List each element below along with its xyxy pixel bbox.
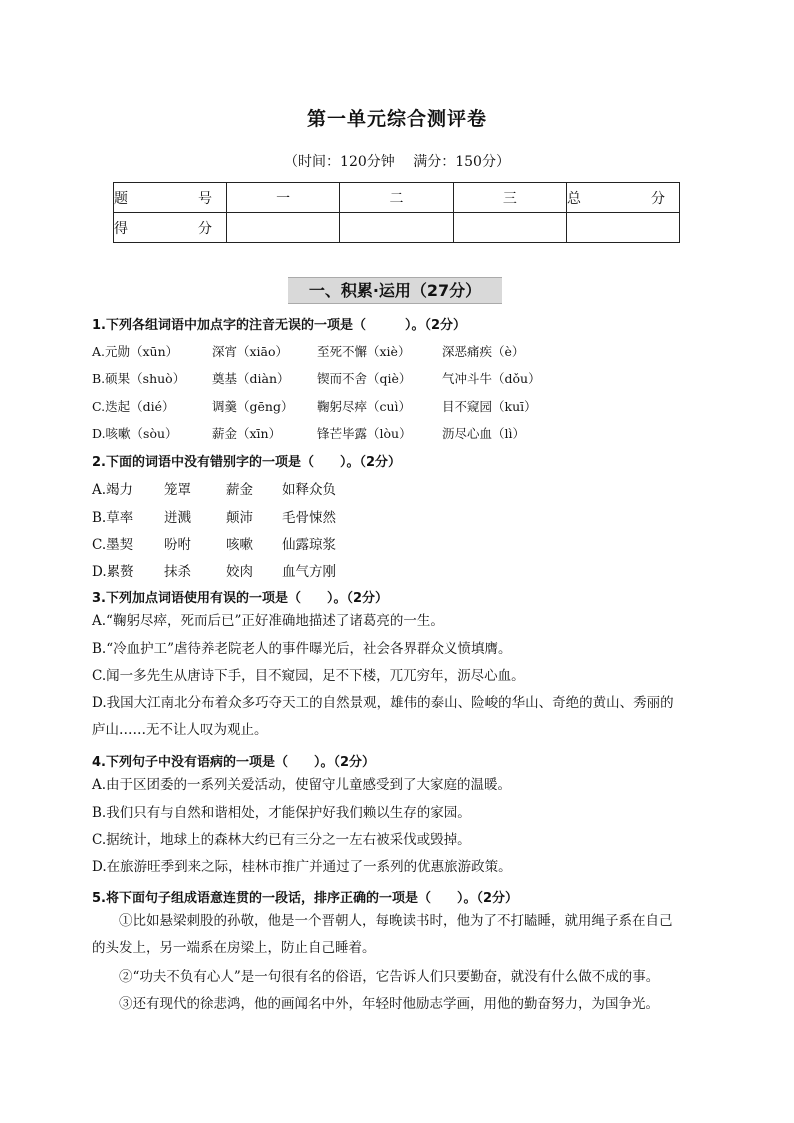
- question-3-option-d-continued: 庐山……无不让人叹为观止。: [92, 722, 268, 738]
- score-cell-blank[interactable]: [340, 213, 453, 243]
- score-table-score-row: [114, 213, 680, 243]
- option-term: 至死不懈（xiè）: [317, 344, 411, 359]
- question-4-option-d: D.在旅游旺季到来之际，桂林市推广并通过了一系列的优惠旅游政策。: [92, 859, 512, 875]
- option-term: B.硕果（shuò）: [92, 371, 186, 386]
- score-cell-blank[interactable]: [227, 213, 340, 243]
- question-5-sentence-1: ①比如悬梁刺股的孙敬，他是一个晋朝人，每晚读书时，他为了不打瞌睡，就用绳子系在自己: [119, 913, 673, 929]
- option-term: A.元勋（xūn）: [92, 344, 179, 359]
- score-cell-blank[interactable]: [453, 213, 566, 243]
- option-term: D.咳嗽（sòu）: [92, 426, 178, 441]
- page-title: 第一单元综合测评卷: [306, 108, 487, 130]
- option-term: 鞠躬尽瘁（cuì）: [317, 399, 412, 414]
- option-term: 气冲斗牛（dǒu）: [442, 371, 541, 386]
- score-row-label: 得 分: [114, 213, 227, 243]
- option-term: 笼罩: [164, 482, 191, 498]
- option-term: 咳嗽: [226, 537, 253, 553]
- question-2-option-b: [92, 506, 336, 526]
- question-1-stem: 1.下列各组词语中加点字的注音无误的一项是（ ）。（2分）: [92, 318, 467, 333]
- option-term: 奠基（diàn）: [212, 371, 290, 386]
- score-table-header-row: [114, 183, 680, 213]
- score-cell-blank[interactable]: [567, 213, 680, 243]
- option-term: 锋芒毕露（lòu）: [317, 426, 412, 441]
- score-cell-header: 一: [227, 183, 340, 213]
- option-term: D.累赘: [92, 564, 134, 580]
- score-table: [113, 182, 680, 243]
- score-cell-header: 二: [340, 183, 453, 213]
- option-term: 深宵（xiāo）: [212, 344, 289, 359]
- option-term: A.竭力: [92, 482, 134, 498]
- option-term: 抹杀: [164, 564, 191, 580]
- score-cell-header: 三: [453, 183, 566, 213]
- question-5-sentence-2: ②“功夫不负有心人”是一句很有名的俗语，它告诉人们只要勤奋，就没有什么做不成的事。: [119, 969, 660, 985]
- option-term: 吩咐: [164, 537, 191, 553]
- question-3-option-d: D.我国大江南北分布着众多巧夺天工的自然景观，雄伟的泰山、险峻的华山、奇绝的黄山、秀丽的: [92, 695, 674, 711]
- option-term: 毛骨悚然: [282, 510, 336, 526]
- question-5-sentence-1-continued: 的头发上，另一端系在房梁上，防止自己睡着。: [92, 940, 376, 956]
- question-2-option-d: [92, 560, 336, 580]
- section-heading: 一、积累·运用（27分）: [288, 277, 502, 304]
- question-4-option-a: A.由于区团委的一系列关爱活动，使留守儿童感受到了大家庭的温暖。: [92, 777, 512, 793]
- option-term: B.草率: [92, 510, 134, 526]
- option-term: 调羹（gēng）: [212, 399, 294, 414]
- option-term: C.迭起（dié）: [92, 399, 175, 414]
- question-2-stem: 2.下面的词语中没有错别字的一项是（ ）。（2分）: [92, 455, 402, 470]
- option-term: 姣肉: [226, 564, 253, 580]
- option-term: 迸溅: [164, 510, 191, 526]
- question-5-stem: 5.将下面句子组成语意连贯的一段话，排序正确的一项是（ ）。（2分）: [92, 891, 519, 906]
- question-3-option-b: B.“冷血护工”虐待养老院老人的事件曝光后，社会各界群众义愤填膺。: [92, 641, 512, 657]
- question-5-sentence-3: ③还有现代的徐悲鸿，他的画闻名中外，年轻时他励志学画，用他的勤奋努力，为国争光。: [119, 996, 659, 1012]
- question-2-option-c: [92, 533, 336, 553]
- question-3-stem: 3.下列加点词语使用有误的一项是（ ）。（2分）: [92, 591, 389, 606]
- option-term: 薪金（xīn）: [212, 426, 282, 441]
- option-term: C.墨契: [92, 537, 134, 553]
- option-term: 锲而不舍（qiè）: [317, 371, 412, 386]
- option-term: 仙露琼浆: [282, 537, 336, 553]
- question-2-option-a: [92, 478, 336, 498]
- option-term: 目不窥园（kuī）: [442, 399, 537, 414]
- question-4-stem: 4.下列句子中没有语病的一项是（ ）。（2分）: [92, 755, 376, 770]
- question-1-option-c: [92, 397, 537, 415]
- option-term: 深恶痛疾（è）: [442, 344, 525, 359]
- option-term: 血气方刚: [282, 564, 336, 580]
- option-term: 沥尽心血（lì）: [442, 426, 525, 441]
- question-4-option-b: B.我们只有与自然和谐相处，才能保护好我们赖以生存的家园。: [92, 805, 471, 821]
- option-term: 如释众负: [282, 482, 336, 498]
- question-1-option-a: [92, 342, 524, 360]
- question-4-option-c: C.据统计，地球上的森林大约已有三分之一左右被采伐或毁掉。: [92, 832, 471, 848]
- exam-info: （时间：120分钟 满分：150分）: [284, 154, 510, 170]
- option-term: 颠沛: [226, 510, 253, 526]
- question-1-option-d: [92, 424, 525, 442]
- option-term: 薪金: [226, 482, 253, 498]
- score-cell-header: 题 号: [114, 183, 227, 213]
- question-3-option-c: C.闻一多先生从唐诗下手，目不窥园，足不下楼，兀兀穷年，沥尽心血。: [92, 668, 525, 684]
- score-cell-header: 总 分: [567, 183, 680, 213]
- question-3-option-a: A.“鞠躬尽瘁，死而后已”正好准确地描述了诸葛亮的一生。: [92, 613, 444, 629]
- question-1-option-b: [92, 369, 541, 387]
